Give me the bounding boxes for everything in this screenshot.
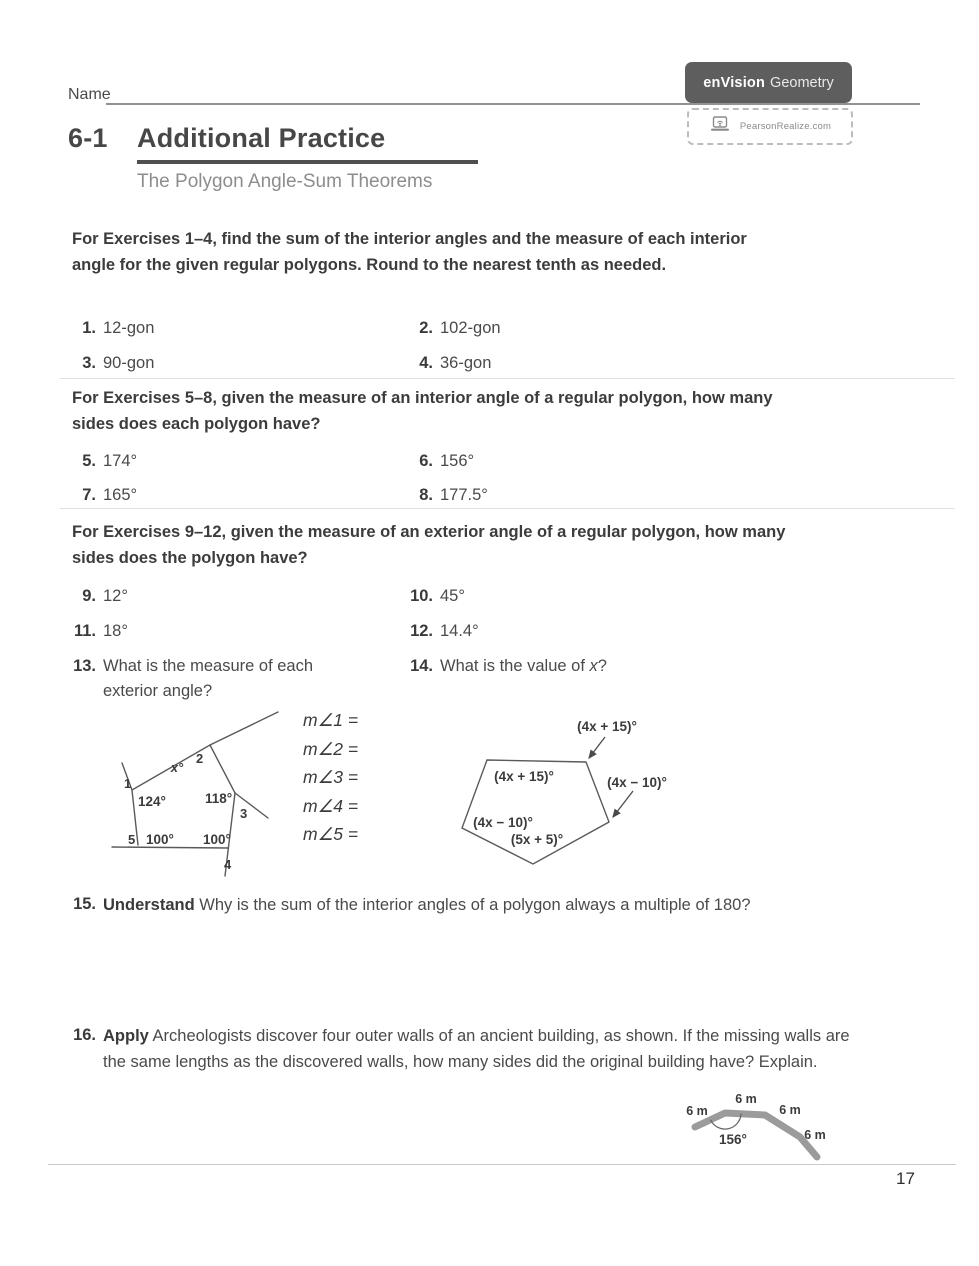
page-number: 17 <box>896 1169 915 1188</box>
angle-3-label: 3 <box>240 806 248 821</box>
page-title: Additional Practice <box>137 123 386 153</box>
exercise-question: What is the value of x? <box>440 657 607 675</box>
page-subtitle: The Polygon Angle-Sum Theorems <box>137 171 433 192</box>
exercise-number: 8. <box>419 486 433 504</box>
wall-length-2-label: 6 m <box>735 1092 757 1106</box>
exercise-number: 11. <box>73 622 96 640</box>
exercise-value: 90-gon <box>103 354 155 372</box>
exercise-2 <box>395 316 501 341</box>
algebra-pentagon-diagram <box>448 703 723 886</box>
answer-line-1: m∠1 = <box>303 710 359 730</box>
exercise-10 <box>395 584 465 609</box>
interior-angle-left-label: (4x − 10)° <box>473 815 533 830</box>
exercise-number: 4. <box>419 354 433 372</box>
exercise-5 <box>58 449 137 474</box>
section-divider <box>60 508 955 509</box>
wall-angle-label: 156° <box>719 1132 747 1147</box>
exercise-value: 45° <box>440 587 465 605</box>
lesson-number: 6-1 <box>68 123 108 153</box>
laptop-wifi-icon <box>709 116 731 138</box>
subject-name: Geometry <box>770 74 834 91</box>
keyword: Apply <box>103 1027 149 1045</box>
answer-line-2: m∠2 = <box>303 738 359 759</box>
angle-5-label: 5 <box>128 832 136 847</box>
envision-badge <box>685 62 852 103</box>
exercise-number: 3. <box>82 354 96 372</box>
exercise-value: 177.5° <box>440 486 488 504</box>
ancient-walls-diagram <box>672 1087 852 1172</box>
exercise-number: 15. <box>73 895 96 913</box>
exercise-number: 13. <box>73 657 96 675</box>
exercise-number: 10. <box>410 587 433 605</box>
angle-124-label: 124° <box>138 794 166 809</box>
exercise-number: 1. <box>82 319 96 337</box>
exercise-9 <box>58 584 128 609</box>
name-label: Name <box>68 86 111 103</box>
section-1-instructions: For Exercises 1–4, find the sum of the interior angles and the measure of each interior angle for the given regular polygons. Round to the nearest tenth as needed. <box>72 230 747 274</box>
exercise-13 <box>58 654 345 704</box>
angle-100-right-label: 100° <box>203 832 231 847</box>
exercise-question: Understand Why is the sum of the interior angles of a polygon always a multiple of 180? <box>103 896 751 914</box>
exercise-4 <box>395 351 491 376</box>
answer-line-4: m∠4 = <box>303 795 359 816</box>
section-3-instructions: For Exercises 9–12, given the measure of an exterior angle of a regular polygon, how many sides does the polygon have? <box>72 523 786 567</box>
interior-angle-topleft-label: (4x + 15)° <box>494 769 554 784</box>
angle-measure-answer-list <box>303 706 358 849</box>
exercise-number: 6. <box>419 452 433 470</box>
exercise-number: 9. <box>82 587 96 605</box>
angle-1-label: 1 <box>124 776 132 791</box>
exercise-3 <box>58 351 154 376</box>
exercise-number: 16. <box>73 1026 96 1044</box>
exercise-number: 2. <box>419 319 433 337</box>
exercise-value: 12° <box>103 587 128 605</box>
exercise-question: Apply Archeologists discover four outer walls of an ancient building, as shown. If the missing walls are the same lengths as the discovered walls, how many sides did the original building have? Explain. <box>103 1027 850 1071</box>
exercise-value: 156° <box>440 452 475 470</box>
exercise-number: 14. <box>410 657 433 675</box>
exterior-angle-right-label: (4x − 10)° <box>607 775 667 790</box>
exercise-value: 165° <box>103 486 138 504</box>
answer-line-3: m∠3 = <box>303 767 359 787</box>
angle-118-label: 118° <box>205 791 233 806</box>
exercise-16 <box>58 1023 865 1075</box>
exercise-value: 102-gon <box>440 319 501 337</box>
exercise-number: 12. <box>410 622 433 640</box>
section-2-instructions: For Exercises 5–8, given the measure of an interior angle of a regular polygon, how many sides does each polygon have? <box>72 389 773 433</box>
exterior-angles-pentagon-diagram <box>100 702 290 887</box>
wall-length-3-label: 6 m <box>779 1103 801 1117</box>
name-fill-line <box>106 103 920 105</box>
keyword: Understand <box>103 896 195 914</box>
exercise-12 <box>395 619 479 644</box>
wall-length-1-label: 6 m <box>686 1104 708 1118</box>
angle-100-left-label: 100° <box>146 832 174 847</box>
angle-4-label: 4 <box>224 857 232 872</box>
exercise-14 <box>395 654 607 679</box>
exercise-number: 5. <box>82 452 96 470</box>
exercise-8 <box>395 483 488 508</box>
exercise-11 <box>58 619 128 644</box>
brand-name: enVision <box>703 74 766 91</box>
exercise-1 <box>58 316 154 341</box>
exercise-value: 174° <box>103 452 138 470</box>
footer-rule <box>48 1164 956 1165</box>
interior-angle-bottom-label: (5x + 5)° <box>510 832 564 847</box>
exercise-question: What is the measure of each exterior angle? <box>103 657 314 700</box>
exercise-value: 18° <box>103 622 128 640</box>
angle-2-label: 2 <box>196 751 204 766</box>
section-divider <box>60 378 955 379</box>
exercise-value: 12-gon <box>103 319 155 337</box>
answer-line-5: m∠5 = <box>303 824 359 844</box>
variable-x: x <box>589 657 598 675</box>
pearson-realize-box <box>687 108 853 145</box>
realize-url: PearsonRealize.com <box>739 121 832 132</box>
exterior-angle-top-label: (4x + 15)° <box>577 719 637 734</box>
title-underline <box>137 160 478 164</box>
exercise-value: 14.4° <box>440 622 479 640</box>
exercise-value: 36-gon <box>440 354 492 372</box>
exercise-6 <box>395 449 474 474</box>
exercise-7 <box>58 483 137 508</box>
exercise-number: 7. <box>82 486 96 504</box>
wall-length-4-label: 6 m <box>804 1128 826 1142</box>
angle-x-label: x° <box>170 760 184 775</box>
exercise-15 <box>58 892 803 918</box>
